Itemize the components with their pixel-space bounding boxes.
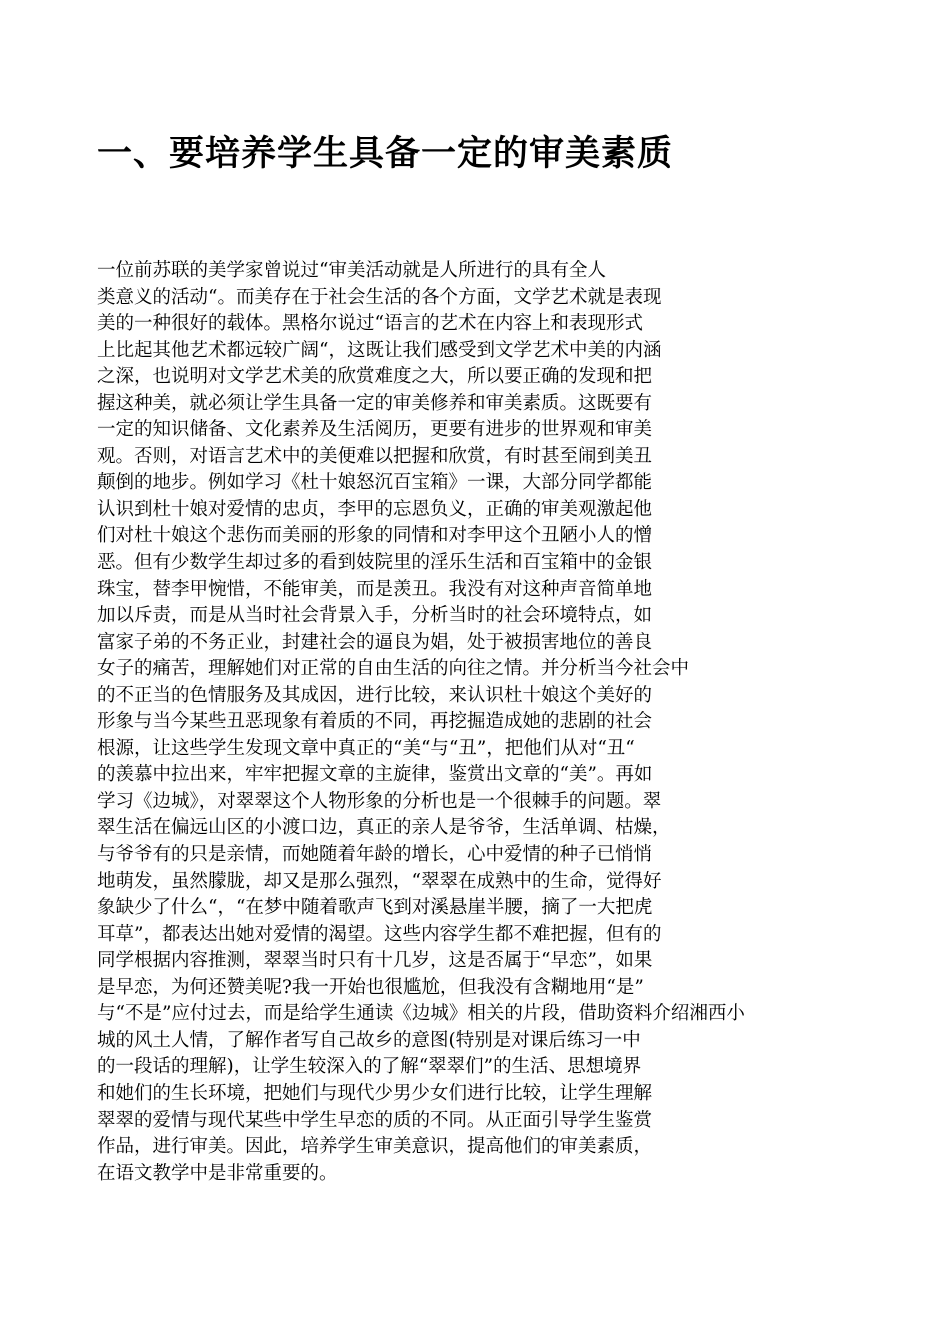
text-line: 在语文教学中是非常重要的。 [97, 1162, 338, 1184]
text-line: 象缺少了什么“，“在梦中随着歌声飞到对溪悬崖半腰，摘了一大把虎 [97, 897, 653, 919]
section-heading: 一、要培养学生具备一定的审美素质 [97, 133, 674, 174]
text-line: 形象与当今某些丑恶现象有着质的不同，再挖掘造成她的悲剧的社会 [97, 711, 653, 733]
text-line: 翠翠的爱情与现代某些中学生早恋的质的不同。从正面引导学生鉴赏 [97, 1109, 653, 1131]
text-line: 作品，进行审美。因此，培养学生审美意识，提高他们的审美素质， [97, 1136, 653, 1158]
text-line: 根源，让这些学生发现文章中真正的“美“与“丑”，把他们从对“丑“ [97, 737, 635, 759]
text-line: 美的一种很好的载体。黑格尔说过“语言的艺术在内容上和表现形式 [97, 313, 643, 335]
text-line: 是早恋，为何还赞美呢?我一开始也很尴尬，但我没有含糊地用“是” [97, 976, 644, 998]
text-line: 耳草”，都表达出她对爱情的渴望。这些内容学生都不难把握，但有的 [97, 923, 662, 945]
text-line: 观。否则，对语言艺术中的美便难以把握和欣赏，有时甚至闹到美丑 [97, 445, 653, 467]
text-line: 一位前苏联的美学家曾说过“审美活动就是人所进行的具有全人 [97, 260, 606, 281]
text-line: 城的风土人情，了解作者写自己故乡的意图(特别是对课后练习一中 [97, 1029, 641, 1051]
text-line: 地萌发，虽然朦胧，却又是那么强烈，“翠翠在成熟中的生命，觉得好 [97, 870, 662, 892]
text-line: 的羡慕中拉出来，牢牢把握文章的主旋律，鉴赏出文章的“美”。再如 [97, 764, 653, 786]
text-line: 一定的知识储备、文化素养及生活阅历，更要有进步的世界观和审美 [97, 419, 653, 441]
text-line: 们对杜十娘这个悲伤而美丽的形象的同情和对李甲这个丑陋小人的憎 [97, 525, 653, 547]
text-line: 类意义的活动“。而美存在于社会生活的各个方面，文学艺术就是表现 [97, 286, 662, 308]
text-line: 女子的痛苦，理解她们对正常的自由生活的向往之情。并分析当今社会中 [97, 658, 690, 680]
text-line: 和她们的生长环境，把她们与现代少男少女们进行比较，让学生理解 [97, 1082, 653, 1104]
text-line: 同学根据内容推测，翠翠当时只有十几岁，这是否属于“早恋”，如果 [97, 950, 653, 972]
text-line: 珠宝，替李甲惋惜，不能审美，而是羡丑。我没有对这种声音简单地 [97, 578, 653, 600]
text-line: 的一段话的理解)，让学生较深入的了解“翠翠们”的生活、思想境界 [97, 1056, 642, 1078]
text-line: 翠生活在偏远山区的小渡口边，真正的亲人是爷爷，生活单调、枯燥， [97, 817, 671, 839]
text-line: 认识到杜十娘对爱情的忠贞，李甲的忘恩负义，正确的审美观激起他 [97, 498, 653, 520]
text-line: 握这种美，就必须让学生具备一定的审美修养和审美素质。这既要有 [97, 392, 653, 414]
text-line: 加以斥责，而是从当时社会背景入手，分析当时的社会环境特点，如 [97, 605, 653, 627]
text-line: 与爷爷有的只是亲情，而她随着年龄的增长，心中爱情的种子已悄悄 [97, 844, 653, 866]
text-line: 颠倒的地步。例如学习《杜十娘怒沉百宝箱》一课，大部分同学都能 [97, 472, 653, 494]
text-line: 上比起其他艺术都远较广阔“，这既让我们感受到文学艺术中美的内涵 [97, 339, 662, 361]
text-line: 富家子弟的不务正业，封建社会的逼良为娼，处于被损害地位的善良 [97, 631, 653, 653]
text-line: 的不正当的色情服务及其成因，进行比较，来认识杜十娘这个美好的 [97, 684, 653, 706]
text-line: 学习《边城》，对翠翠这个人物形象的分析也是一个很棘手的问题。翠 [97, 790, 662, 812]
text-line: 与“不是”应付过去，而是给学生通读《边城》相关的片段，借助资料介绍湘西小 [97, 1003, 745, 1025]
text-line: 之深，也说明对文学艺术美的欣赏难度之大，所以要正确的发现和把 [97, 366, 653, 388]
text-line: 恶。但有少数学生却过多的看到妓院里的淫乐生活和百宝箱中的金银 [97, 552, 653, 574]
body-paragraph [97, 258, 745, 1187]
